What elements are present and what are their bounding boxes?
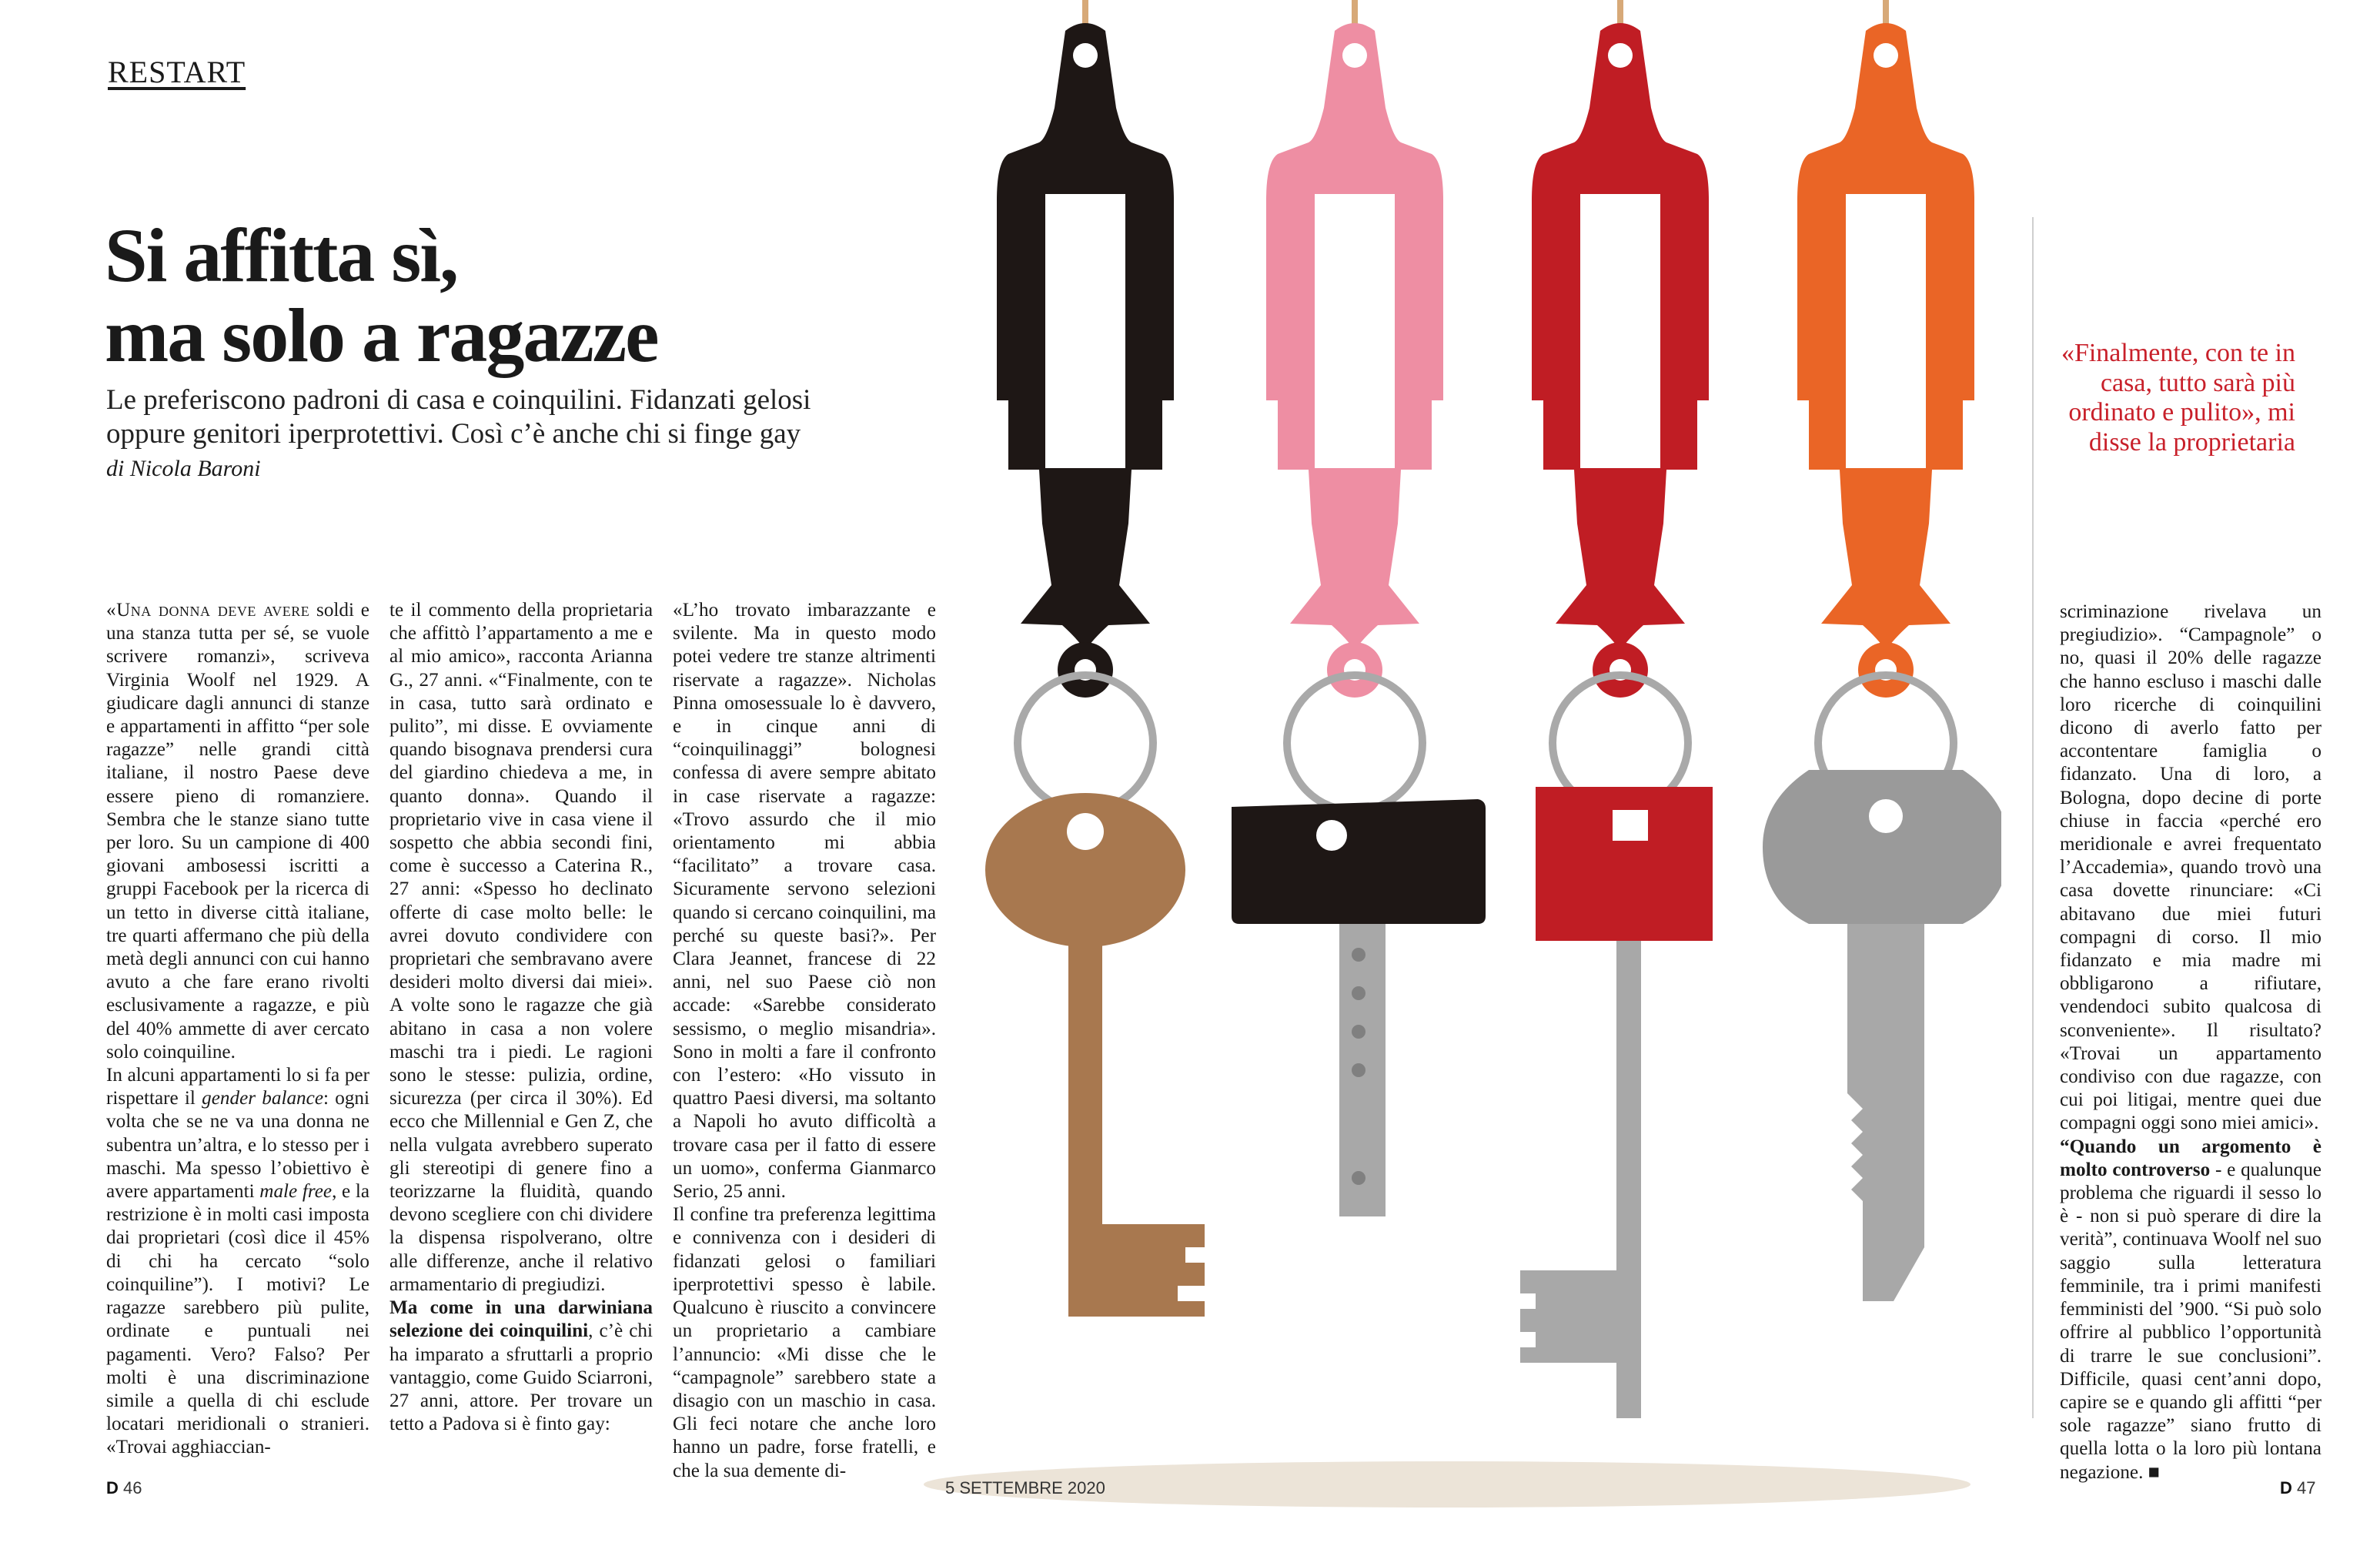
key-figure-3: [1520, 0, 1713, 1418]
keys-illustration: [924, 0, 2001, 1509]
bold-lead: “Quando un argomento è molto controverso: [2060, 1136, 2322, 1180]
lead-in: «Una donna deve avere: [106, 600, 310, 621]
paragraph-text: Il confine tra preferenza legittima e connivenza con i desideri di fidanzati gelosi o familiari iperprotettivi spesso è labile. Qualcuno è riuscito a convincere un proprietario a cambiare l’annuncio: «Mi disse che le “campagnole” sarebbero state a disagio con un maschio in casa. Gli feci notare che anche loro hanno un padre, forse fratelli, e che la sua demente di-: [673, 1204, 936, 1481]
key-dimple: [1352, 986, 1365, 1000]
hang-hole: [1342, 43, 1367, 68]
emphasis: gender balance: [202, 1088, 324, 1109]
key-bow-hole: [1316, 820, 1347, 851]
key-dimple: [1352, 948, 1365, 962]
article-column-2: [389, 599, 653, 1436]
label-window: [1846, 194, 1926, 468]
key-figure-1: [985, 0, 1205, 1317]
article-column-3: [673, 599, 936, 1483]
key-blade: [1847, 924, 1924, 1301]
hang-hole: [1874, 43, 1898, 68]
article-column-1: [106, 599, 369, 1460]
paragraph-text: te il commento della proprietaria che affittò l’appartamento a me e al mio amico», racconta Arianna G., 27 anni. «“Finalmente, con te in casa, tutto sarà ordinato e pulito”, mi disse. E ovviamente quando bisognava prendersi cura del giardino chiedeva a me, in quanto donna». Quando il proprietario vive in casa viene il sospetto che abbia secondi fini, come è successo a Caterina R., 27 anni: «Spesso ho declinato offerte di case molto belle: le avrei dovuto condividere con proprietari che sembravano avere desideri molto diversi dai miei». A volte sono le ragazze che già abitano in casa a non volere maschi tra i piedi. Le ragioni sono le stesse: pulizia, ordine, sicurezza (per circa il 30%). Ed ecco che Millennial e Gen Z, che nella vulgata avrebbero superato gli stereotipi di genere fino a teorizzarne la fluidità, quando devono scegliere con chi dividere la dispensa rispolverano, oltre alle differenze, anche il relativo armamentario di pregiudizi.: [389, 600, 653, 1295]
section-label: RESTART: [108, 55, 246, 89]
footer-date: 5 SETTEMBRE 2020: [945, 1478, 1105, 1497]
emphasis: male free: [259, 1181, 333, 1203]
key-bow-hole: [1869, 799, 1903, 833]
paragraph: [2060, 1136, 2322, 1484]
label-window: [1315, 194, 1395, 468]
key-figure-4: [1763, 0, 2001, 1301]
label-window: [1045, 194, 1125, 468]
bold-lead: Ma come in una darwiniana selezione dei coinquilini: [389, 1297, 653, 1342]
headline: [105, 212, 951, 378]
key-bow: [1232, 799, 1486, 924]
paragraph: [673, 1203, 936, 1482]
paragraph-text: scriminazione rivelava un pregiudizio». “Campagnole” o no, quasi il 20% delle ragazze che hanno escluso i maschi dalle loro ricerche di coinquilini dicono di averlo fatto per accontentare famiglia o fidanzato. Una di loro, a Bologna, dopo decine di porte chiuse in faccia «perché ero meridionale e avrei frequentato l’Accademia», quando trovò una casa dovette rinunciare: «Ci abitavano due miei futuri compagni di corso. Il mio fidanzato e mia madre mi obbligarono a rifiutare, vendendoci subito qualcosa di sconveniente». Il risultato? «Trovai un appartamento condiviso con due ragazze, con cui poi litigai, mentre quei due compagni oggi sono miei amici».: [2060, 601, 2322, 1134]
paragraph: [106, 1064, 369, 1459]
page-number: 47: [2297, 1478, 2316, 1497]
footer-right: [2280, 1478, 2316, 1498]
headline-line-2: ma solo a ragazze: [105, 293, 658, 378]
paragraph-text: - e qualunque problema che riguardi il sesso lo è - non si può sperare di dire la verità”, continuava Woolf nel suo saggio sulla letteratura femminile, tra i primi manifesti femministi del ’900. “Si può solo offrire al pubblico l’opportunità di trarre le sue conclusioni”. Difficile, quasi cent’anni dopo, capire se e quando gli affitti “per sole ragazze” siano frutto di quella lotta o la loro più lontana negazione. ■: [2060, 1159, 2322, 1483]
paragraph: [106, 599, 369, 1064]
page-number: 46: [123, 1478, 142, 1497]
paragraph-text: In alcuni appartamenti lo si fa per rispettare il: [106, 1065, 369, 1109]
key-bit: [1102, 1224, 1205, 1317]
key-dimple: [1352, 1063, 1365, 1077]
key-bow-hole: [1067, 813, 1104, 850]
paragraph: [389, 1297, 653, 1436]
footer-left: [106, 1478, 142, 1498]
headline-line-1: Si affitta sì,: [105, 212, 458, 298]
brand-logo: D: [2280, 1478, 2292, 1497]
key-dimple: [1352, 1025, 1365, 1039]
pull-quote: «Finalmente, con te in casa, tutto sarà più ordinato e pulito», mi disse la proprietaria: [2061, 339, 2295, 457]
key-shaft: [1068, 932, 1102, 1317]
paragraph-text: «L’ho trovato imbarazzante e svilente. Ma in questo modo potei vedere tre stanze altrimenti riservate a ragazze». Nicholas Pinna omosessuale lo è davvero, e in cinque anni di “coinquilinaggi” bolognesi confessa di avere sempre abitato in case riservate a ragazze: «Trovo assurdo che il mio orientamento mi abbia “facilitato” a trovare casa. Sicuramente servono selezioni quando si cercano coinquilini, ma perché su queste basi?». Per Clara Jeannet, francese di 22 anni, nel suo Paese ciò non accade: «Sarebbe considerato sessismo, o meglio misandria». Sono in molti a fare il confronto con l’estero: «Ho vissuto in quattro Paesi diversi, ma soltanto a Napoli ho avuto difficoltà a trovare casa per il fatto di essere un uomo», conferma Gianmarco Serio, 25 anni.: [673, 600, 936, 1203]
key-shaft: [1616, 941, 1641, 1418]
subtitle: Le preferiscono padroni di casa e coinquilini. Fidanzati gelosi oppure genitori iperprotettivi. Così c’è anche chi si finge gay: [106, 384, 811, 450]
key-bow: [1763, 770, 2001, 924]
hang-hole: [1608, 43, 1633, 68]
key-dimple: [1352, 1171, 1365, 1185]
article-column-4: [2060, 601, 2322, 1484]
paragraph: [673, 599, 936, 1203]
paragraph-text: soldi e una stanza tutta per sé, se vuole scrivere romanzi», scriveva Virginia Woolf nel 1929. A giudicare dagli annunci di stanze e appartamenti in affitto “per sole ragazze” nelle grandi città italiane, il nostro Paese deve essere pieno di romanziere. Sembra che le stanze siano tutte per loro. Su un campione di 400 giovani ambosessi iscritti a gruppi Facebook per la ricerca di un tetto in diverse città italiane, tre quarti affermano che più della metà degli annunci con cui hanno avuto a che fare erano rivolti esclusivamente a ragazze, e più del 40% ammette di aver cercato solo coinquiline.: [106, 600, 369, 1062]
paragraph-text: , c’è chi ha imparato a sfruttarli a proprio vantaggio, come Guido Sciarroni, 27 anni, attore. Per trovare un tetto a Padova si è finto gay:: [389, 1320, 653, 1435]
label-window: [1580, 194, 1660, 468]
brand-logo: D: [106, 1478, 119, 1497]
paragraph: [2060, 601, 2322, 1136]
key-bow-hole: [1613, 810, 1648, 841]
paragraph-text: : ogni volta che se ne va una donna ne subentra un’altra, e lo stesso per i maschi. Ma spesso l’obiettivo è avere appartamenti: [106, 1088, 369, 1203]
byline: di Nicola Baroni: [106, 456, 261, 481]
hang-hole: [1073, 43, 1098, 68]
key-figure-2: [1232, 0, 1486, 1216]
paragraph-text: , e la restrizione è in molti casi imposta dai proprietari (così dice il 45% di chi ha cercato “solo coinquiline”). I motivi? Le ragazze sarebbero più pulite, ordinate e puntuali nei pagamenti. Vero? Falso? Per molti è una discriminazione simile a quella di chi esclude locatari meridionali o stranieri. «Trovai agghiaccian-: [106, 1181, 370, 1458]
key-bit: [1520, 1270, 1616, 1363]
paragraph: [389, 599, 653, 1297]
